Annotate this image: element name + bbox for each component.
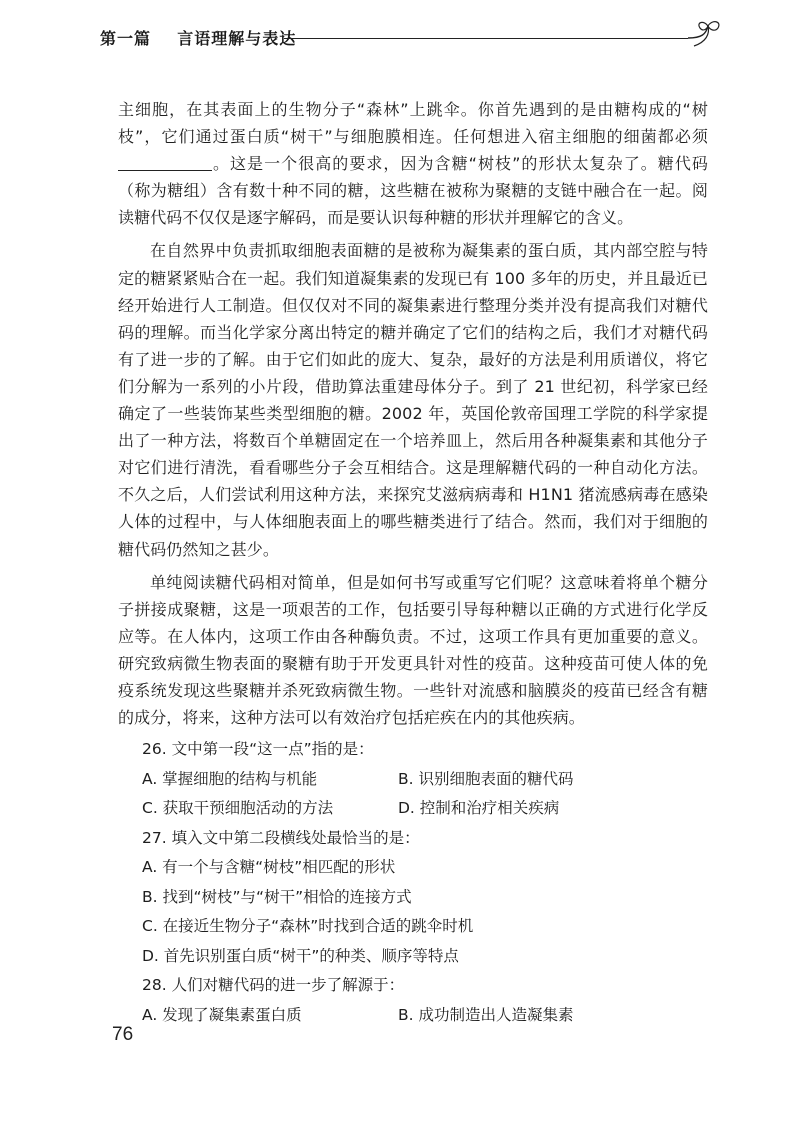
question-27-option-b: B. 找到“树枝”与“树干”相恰的连接方式	[142, 887, 412, 906]
questions	[118, 735, 708, 1030]
question-26-stem: 26. 文中第一段“这一点”指的是：	[142, 740, 374, 759]
leaf-sprout-icon	[684, 20, 732, 50]
question-28-option-a: A. 发现了凝集素蛋白质	[142, 1005, 302, 1024]
header-part: 第一篇	[100, 29, 152, 48]
question-27-option-c: C. 在接近生物分子“森林”时找到合适的跳伞时机	[142, 917, 474, 936]
question-26-option-a: A. 掌握细胞的结构与机能	[142, 769, 318, 788]
paragraph-1	[118, 96, 708, 231]
question-26-option-b: B. 识别细胞表面的糖代码	[398, 769, 574, 788]
question-27-option-d: D. 首先识别蛋白质“树干”的种类、顺序等特点	[142, 946, 459, 965]
paragraph-1-text-b: 。这是一个很高的要求，因为含糖“树枝”的形状太复杂了。糖代码（称为糖组）含有数十种不同的糖，这些糖在被称为聚糖的支链中融合在一起。阅读糖代码不仅仅是逐字解码，而是要认识每种糖的形状并理解它的含义。	[118, 154, 708, 228]
question-27-option-a: A. 有一个与含糖“树枝”相匹配的形状	[142, 858, 396, 877]
question-26-option-c: C. 获取干预细胞活动的方法	[142, 799, 334, 818]
fill-blank	[118, 156, 212, 171]
header-title	[100, 26, 296, 49]
question-28-options-row-1	[118, 1001, 708, 1031]
paragraph-1-text-a: 主细胞，在其表面上的生物分子“森林”上跳伞。你首先遇到的是由糖构成的“树枝”，它们通过蛋白质“树干”与细胞膜相连。任何想进入宿主细胞的细菌都必须	[118, 100, 708, 147]
question-26-options-row-1	[118, 765, 708, 795]
question-26-option-d: D. 控制和治疗相关疾病	[398, 799, 560, 818]
header-rule	[284, 38, 688, 39]
question-27-stem: 27. 填入文中第二段横线处最恰当的是：	[142, 828, 420, 847]
question-28-stem: 28. 人们对糖代码的进一步了解源于：	[142, 976, 405, 995]
page-number: 76	[112, 1024, 134, 1045]
passage	[118, 96, 708, 731]
question-26-options-row-2	[118, 794, 708, 824]
question-28-option-b: B. 成功制造出人造凝集素	[398, 1005, 574, 1024]
paragraph-2: 在自然界中负责抓取细胞表面糖的是被称为凝集素的蛋白质，其内部空腔与特定的糖紧紧贴合在一起。我们知道凝集素的发现已有 100 多年的历史，并且最近已经开始进行人工制造。但仅仅对不同的凝集素进行整理分类并没有提高我们对糖代码的理解。而当化学家分离出特定的糖并确定了它们的结构之后，我们才对糖代码有了进一步的了解。由于它们如此的庞大、复杂，最好的方法是利用质谱仪，将它们分解为一系列的小片段，借助算法重建母体分子。到了 21 世纪初，科学家已经确定了一些装饰某些类型细胞的糖。2002 年，英国伦敦帝国理工学院的科学家提出了一种方法，将数百个单糖固定在一个培养皿上，然后用各种凝集素和其他分子对它们进行清洗，看看哪些分子会互相结合。这是理解糖代码的一种自动化方法。不久之后，人们尝试利用这种方法，来探究艾滋病病毒和 H1N1 猪流感病毒在感染人体的过程中，与人体细胞表面上的哪些糖类进行了结合。然而，我们对于细胞的糖代码仍然知之甚少。	[118, 241, 708, 559]
main-content	[118, 96, 708, 1030]
header-section: 言语理解与表达	[177, 29, 297, 48]
paragraph-3: 单纯阅读糖代码相对简单，但是如何书写或重写它们呢？这意味着将单个糖分子拼接成聚糖，这是一项艰苦的工作，包括要引导每种糖以正确的方式进行化学反应等。在人体内，这项工作由各种酶负责。不过，这项工作具有更加重要的意义。研究致病微生物表面的聚糖有助于开发更具针对性的疫苗。这种疫苗可使人体的免疫系统发现这些聚糖并杀死致病微生物。一些针对流感和脑膜炎的疫苗已经含有糖的成分，将来，这种方法可以有效治疗包括疟疾在内的其他疾病。	[118, 572, 708, 728]
running-header	[52, 20, 732, 50]
